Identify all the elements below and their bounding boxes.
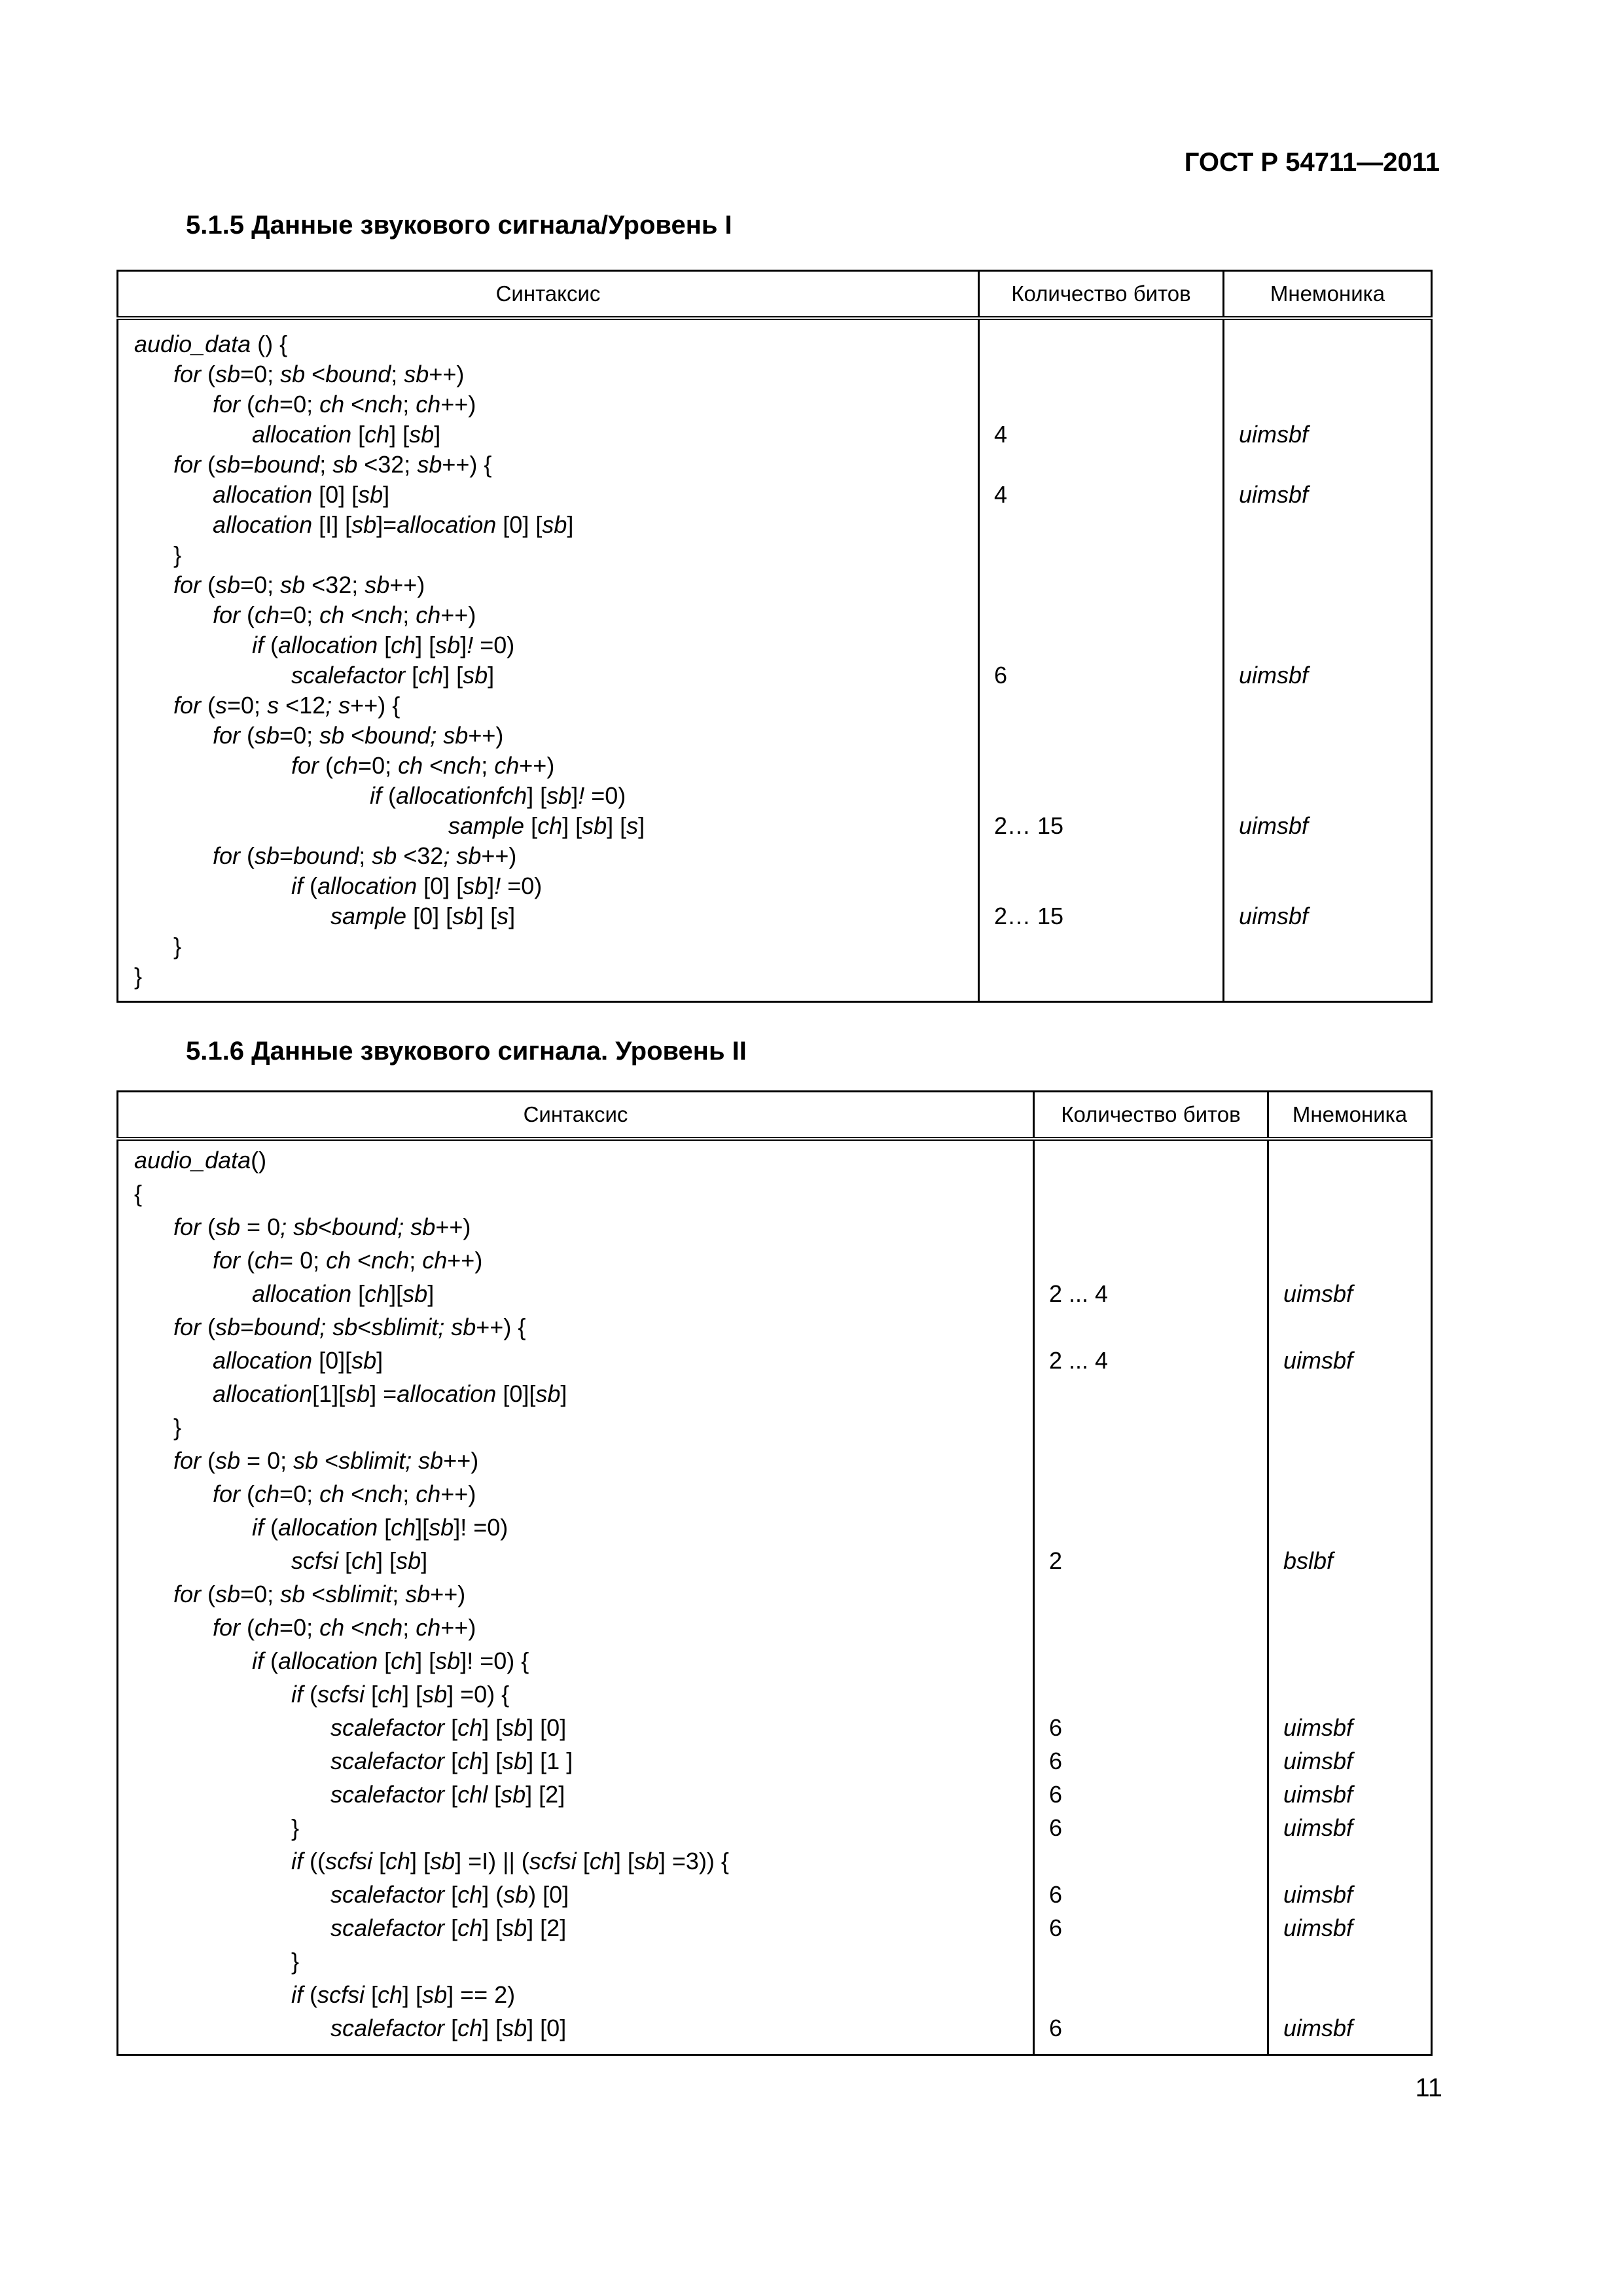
syntax-line: }: [173, 1414, 182, 1441]
mnemonic-value: uimsbf: [1283, 1714, 1353, 1741]
mnemonic-value: [1224, 510, 1431, 540]
column-header-mnemonic: Мнемоника: [1268, 1092, 1432, 1139]
syntax-line: }: [173, 541, 182, 568]
mnemonic-value: [1224, 630, 1431, 660]
mnemonic-value: [1224, 450, 1431, 480]
bits-value: [980, 329, 1222, 359]
mnemonic-value: [1224, 329, 1431, 359]
bits-value: [1035, 1577, 1267, 1611]
syntax-line: for (ch=0; ch <nch; ch++): [213, 1480, 476, 1507]
bits-value: [980, 751, 1222, 781]
column-header-syntax: Синтаксис: [118, 271, 979, 319]
mnemonic-value: uimsbf: [1283, 1814, 1353, 1841]
syntax-line: audio_data(): [134, 1147, 267, 1174]
mnemonic-value: [1269, 1477, 1431, 1511]
mnemonic-value: [1224, 540, 1431, 570]
bits-value: 6: [994, 662, 1008, 689]
mnemonic-value: [1269, 1611, 1431, 1644]
mnemonic-value: uimsbf: [1239, 662, 1309, 689]
syntax-line: for (ch= 0; ch <nch; ch++): [213, 1247, 483, 1274]
syntax-line: }: [134, 963, 143, 990]
syntax-line: if (scfsi [ch] [sb] =0) {: [291, 1681, 510, 1708]
mnemonic-value: [1269, 1377, 1431, 1410]
bits-value: [1035, 1177, 1267, 1210]
syntax-line: for (sb=bound; sb <32; sb++) {: [173, 451, 492, 478]
column-header-bits: Количество битов: [979, 271, 1224, 319]
syntax-line: scalefactor [ch] [sb] [2]: [330, 1914, 567, 1941]
syntax-line: audio_data () {: [134, 331, 288, 357]
mnemonic-value: [1269, 1978, 1431, 2011]
syntax-line: allocation [I] [sb]=allocation [0] [sb]: [213, 511, 574, 538]
bits-value: [980, 630, 1222, 660]
bits-value: 6: [1049, 1714, 1063, 1741]
mnemonic-value: [1269, 1511, 1431, 1544]
bits-value: [980, 691, 1222, 721]
bits-value: 6: [1049, 1914, 1063, 1941]
bits-value: 6: [1049, 1881, 1063, 1908]
syntax-line: for (ch=0; ch <nch; ch++): [291, 752, 555, 779]
bits-value: 2 ... 4: [1049, 1347, 1109, 1374]
syntax-line: for (sb=0; sb <bound; sb++): [173, 361, 465, 387]
syntax-line: allocation [0] [sb]: [213, 481, 390, 508]
bits-value: [1035, 1611, 1267, 1644]
bits-value: 2… 15: [994, 903, 1064, 929]
bits-value: [980, 600, 1222, 630]
bits-value: [980, 871, 1222, 901]
mnemonic-value: uimsbf: [1283, 1781, 1353, 1808]
mnemonic-value: uimsbf: [1283, 1280, 1353, 1307]
syntax-line: allocation[1][sb] =allocation [0][sb]: [213, 1380, 567, 1407]
syntax-line: allocation [ch][sb]: [252, 1280, 435, 1307]
syntax-line: scfsi [ch] [sb]: [291, 1547, 428, 1574]
column-header-bits: Количество битов: [1034, 1092, 1268, 1139]
bits-value: [1035, 1377, 1267, 1410]
mnemonic-value: bslbf: [1283, 1547, 1334, 1574]
bits-value: 4: [994, 421, 1008, 448]
syntax-line: if (allocation [ch] [sb]! =0) {: [252, 1647, 529, 1674]
syntax-line: for (sb=bound; sb <32; sb++): [213, 842, 517, 869]
bits-column: [980, 320, 1222, 1001]
table-header-row: [118, 1092, 1432, 1139]
mnemonic-value: uimsbf: [1283, 1347, 1353, 1374]
bits-value: [1035, 1945, 1267, 1978]
mnemonic-value: uimsbf: [1283, 1748, 1353, 1774]
mnemonic-value: [1269, 1444, 1431, 1477]
bits-value: [1035, 1310, 1267, 1344]
syntax-line: sample [ch] [sb] [s]: [448, 812, 645, 839]
bits-value: [980, 841, 1222, 871]
syntax-line: if ((scfsi [ch] [sb] =I) || (scfsi [ch] [sb] =3)) {: [291, 1848, 729, 1874]
bits-value: [980, 961, 1222, 992]
bits-value: [1035, 1644, 1267, 1677]
mnemonic-value: [1269, 1410, 1431, 1444]
syntax-line: for (ch=0; ch <nch; ch++): [213, 1614, 476, 1641]
syntax-line: }: [173, 933, 182, 960]
mnemonic-value: [1269, 1677, 1431, 1711]
syntax-line: allocation [0][sb]: [213, 1347, 383, 1374]
mnemonic-value: [1224, 751, 1431, 781]
mnemonic-value: [1269, 1577, 1431, 1611]
mnemonic-value: [1224, 359, 1431, 389]
syntax-table-level-2: [116, 1090, 1433, 2056]
syntax-line: if (allocationfch] [sb]! =0): [370, 782, 626, 809]
syntax-line: {: [134, 1180, 143, 1207]
syntax-line: if (allocation [ch] [sb]! =0): [252, 632, 515, 658]
bits-value: 6: [1049, 1781, 1063, 1808]
syntax-line: allocation [ch] [sb]: [252, 421, 441, 448]
table-body-row: [118, 1139, 1432, 2055]
mnemonic-value: [1224, 691, 1431, 721]
syntax-line: if (allocation [ch][sb]! =0): [252, 1514, 508, 1541]
mnemonic-column: [1269, 1141, 1431, 2054]
mnemonic-value: [1224, 931, 1431, 961]
syntax-line: for (ch=0; ch <nch; ch++): [213, 601, 476, 628]
mnemonic-value: uimsbf: [1239, 421, 1309, 448]
mnemonic-value: uimsbf: [1283, 2015, 1353, 2041]
bits-value: [980, 510, 1222, 540]
bits-value: [980, 781, 1222, 811]
syntax-line: for (sb=0; sb <bound; sb++): [213, 722, 504, 749]
syntax-line: }: [291, 1948, 300, 1975]
syntax-line: for (sb = 0; sb <sblimit; sb++): [173, 1447, 479, 1474]
mnemonic-column: [1224, 320, 1431, 1001]
mnemonic-value: [1269, 1143, 1431, 1177]
syntax-line: scalefactor [chl [sb] [2]: [330, 1781, 565, 1808]
syntax-line: scalefactor [ch] [sb] [1 ]: [330, 1748, 573, 1774]
syntax-line: for (sb = 0; sb<bound; sb++): [173, 1213, 471, 1240]
bits-value: [1035, 1410, 1267, 1444]
mnemonic-value: uimsbf: [1283, 1914, 1353, 1941]
syntax-line: if (scfsi [ch] [sb] == 2): [291, 1981, 516, 2008]
mnemonic-value: [1224, 871, 1431, 901]
syntax-line: sample [0] [sb] [s]: [330, 903, 516, 929]
bits-value: [1035, 1143, 1267, 1177]
page-number: 11: [1415, 2073, 1442, 2102]
syntax-line: for (sb=0; sb <sblimit; sb++): [173, 1581, 466, 1607]
mnemonic-value: [1224, 389, 1431, 420]
mnemonic-value: [1224, 600, 1431, 630]
bits-value: 4: [994, 481, 1008, 508]
table-body-row: [118, 318, 1432, 1002]
section-heading-5-1-6: 5.1.6 Данные звукового сигнала. Уровень II: [186, 1037, 747, 1066]
mnemonic-value: uimsbf: [1239, 903, 1309, 929]
mnemonic-value: [1224, 781, 1431, 811]
column-header-syntax: Синтаксис: [118, 1092, 1034, 1139]
syntax-code-column: [118, 320, 978, 1001]
column-header-mnemonic: Мнемоника: [1224, 271, 1432, 319]
bits-value: [1035, 1477, 1267, 1511]
mnemonic-value: uimsbf: [1283, 1881, 1353, 1908]
syntax-line: scalefactor [ch] (sb) [0]: [330, 1881, 569, 1908]
bits-value: [1035, 1210, 1267, 1244]
bits-value: 6: [1049, 1748, 1063, 1774]
bits-value: [1035, 1244, 1267, 1277]
syntax-line: scalefactor [ch] [sb] [0]: [330, 1714, 567, 1741]
bits-value: [980, 540, 1222, 570]
bits-value: 6: [1049, 2015, 1063, 2041]
mnemonic-value: [1224, 961, 1431, 992]
syntax-table-level-1: [116, 270, 1433, 1003]
bits-value: [980, 931, 1222, 961]
mnemonic-value: [1269, 1310, 1431, 1344]
syntax-line: for (ch=0; ch <nch; ch++): [213, 391, 476, 418]
bits-value: [1035, 1677, 1267, 1711]
syntax-line: if (allocation [0] [sb]! =0): [291, 872, 543, 899]
bits-value: [1035, 1978, 1267, 2011]
mnemonic-value: uimsbf: [1239, 812, 1309, 839]
bits-value: 2… 15: [994, 812, 1064, 839]
bits-value: 2 ... 4: [1049, 1280, 1109, 1307]
mnemonic-value: [1269, 1644, 1431, 1677]
document-standard-number: ГОСТ Р 54711—2011: [1184, 148, 1440, 177]
syntax-line: for (sb=bound; sb<sblimit; sb++) {: [173, 1314, 526, 1340]
bits-value: 2: [1049, 1547, 1063, 1574]
mnemonic-value: uimsbf: [1239, 481, 1309, 508]
syntax-line: }: [291, 1814, 300, 1841]
mnemonic-value: [1269, 1945, 1431, 1978]
bits-value: [980, 389, 1222, 420]
syntax-line: scalefactor [ch] [sb]: [291, 662, 495, 689]
mnemonic-value: [1269, 1244, 1431, 1277]
mnemonic-value: [1224, 570, 1431, 600]
mnemonic-value: [1269, 1210, 1431, 1244]
mnemonic-value: [1269, 1177, 1431, 1210]
bits-value: [1035, 1844, 1267, 1878]
syntax-code-column: [118, 1141, 1033, 2054]
syntax-line: for (s=0; s <12; s++) {: [173, 692, 401, 719]
bits-column: [1035, 1141, 1267, 2054]
bits-value: 6: [1049, 1814, 1063, 1841]
bits-value: [1035, 1444, 1267, 1477]
mnemonic-value: [1224, 841, 1431, 871]
table-header-row: [118, 271, 1432, 319]
mnemonic-value: [1224, 721, 1431, 751]
syntax-line: scalefactor [ch] [sb] [0]: [330, 2015, 567, 2041]
bits-value: [980, 570, 1222, 600]
bits-value: [980, 450, 1222, 480]
bits-value: [1035, 1511, 1267, 1544]
section-heading-5-1-5: 5.1.5 Данные звукового сигнала/Уровень I: [186, 211, 732, 240]
mnemonic-value: [1269, 1844, 1431, 1878]
bits-value: [980, 721, 1222, 751]
bits-value: [980, 359, 1222, 389]
syntax-line: for (sb=0; sb <32; sb++): [173, 571, 425, 598]
